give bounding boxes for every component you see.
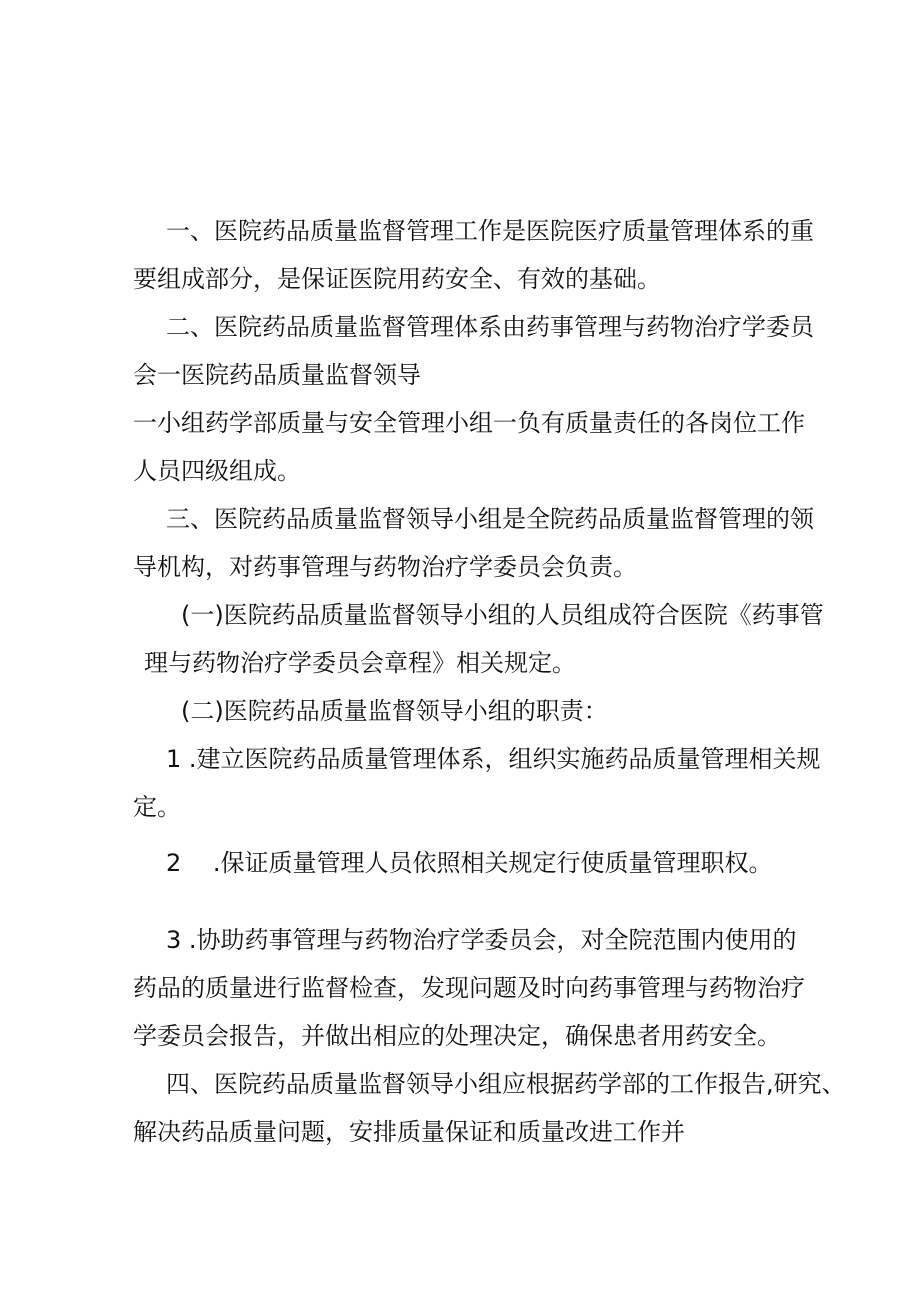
paragraph-2-line-1: 二、医院药品质量监督管理体系由药事管理与药物治疗学委员 — [166, 313, 814, 341]
paragraph-1-line-2: 要组成部分，是保证医院用药安全、有效的基础。 — [133, 265, 661, 293]
paragraph-1-line-1: 一、医院药品质量监督管理工作是医院医疗质量管理体系的重 — [166, 217, 814, 245]
paragraph-4-line-1: 四、医院药品质量监督领导小组应根据药学部的工作报告,研究、 — [166, 1070, 846, 1098]
paragraph-2-line-3: 一小组药学部质量与安全管理小组一负有质量责任的各岗位工作 — [133, 409, 805, 437]
paragraph-2-line-4: 人员四级组成。 — [133, 457, 301, 485]
paragraph-3-line-2: 导机构，对药事管理与药物治疗学委员会负责。 — [133, 553, 637, 581]
item-3-line-3: 学委员会报告，并做出相应的处理决定，确保患者用药安全。 — [133, 1022, 781, 1050]
subsection-1-line-1: (一)医院药品质量监督领导小组的人员组成符合医院《药事管 — [181, 601, 824, 629]
item-2-line: 2 .保证质量管理人员依照相关规定行使质量管理职权。 — [166, 849, 773, 877]
item-3-line-2: 药品的质量进行监督检查，发现问题及时向药事管理与药物治疗 — [133, 974, 805, 1002]
paragraph-3-line-1: 三、医院药品质量监督领导小组是全院药品质量监督管理的领 — [166, 505, 814, 533]
item-1-line-2: 定。 — [133, 793, 181, 821]
item-1-line-1: 1 .建立医院药品质量管理体系，组织实施药品质量管理相关规 — [166, 745, 821, 773]
paragraph-4-line-2: 解决药品质量问题，安排质量保证和质量改进工作并 — [133, 1118, 685, 1146]
paragraph-2-line-2: 会一医院药品质量监督领导 — [133, 361, 421, 389]
item-3-line-1: 3 .协助药事管理与药物治疗学委员会，对全院范围内使用的 — [166, 926, 797, 954]
subsection-1-line-2: 理与药物治疗学委员会章程》相关规定。 — [144, 649, 576, 677]
subsection-2-heading: (二)医院药品质量监督领导小组的职责： — [181, 697, 608, 725]
